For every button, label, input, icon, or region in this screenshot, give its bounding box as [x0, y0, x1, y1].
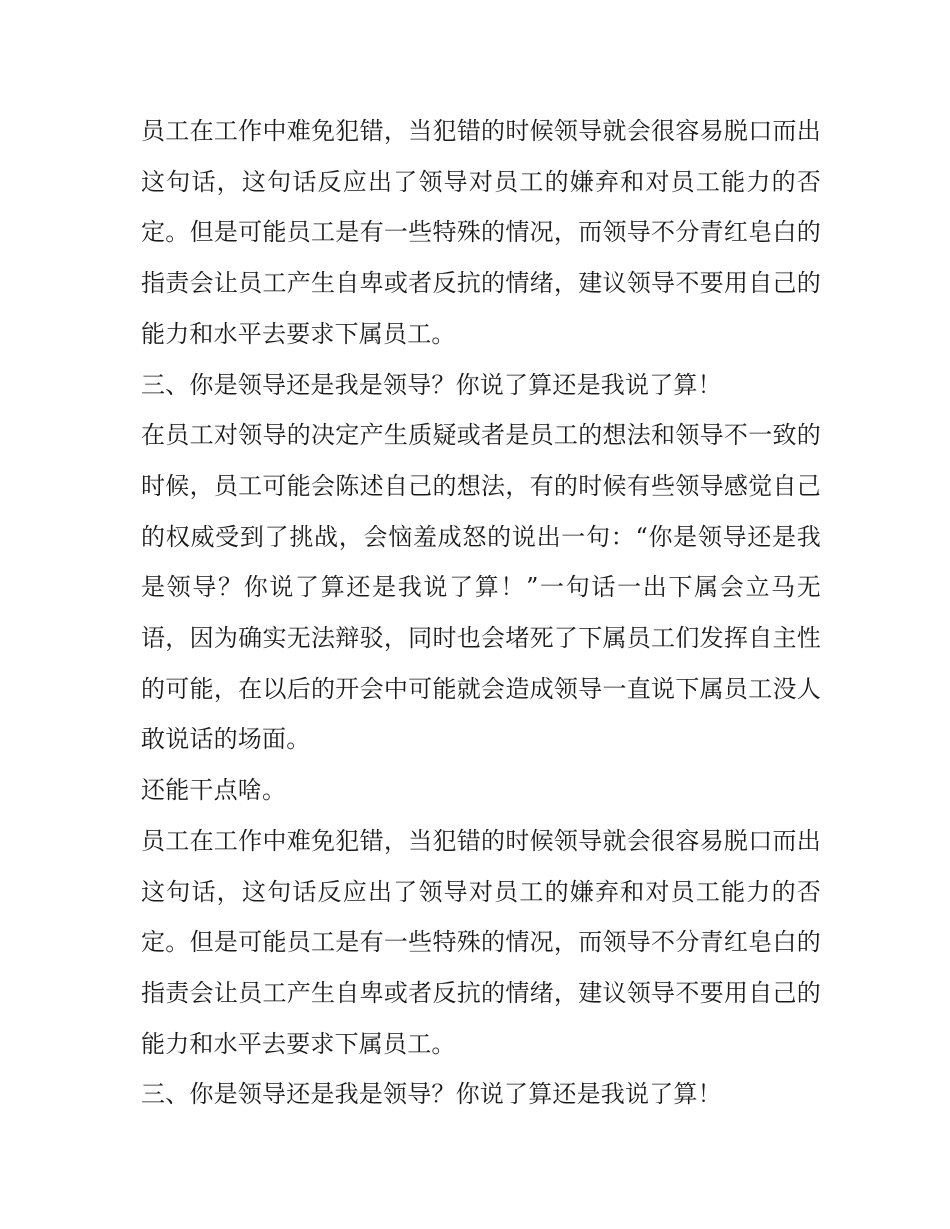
paragraph-what-else: 还能干点啥。 [141, 776, 287, 805]
paragraph-employee-mistakes-repeat: 员工在工作中难免犯错，当犯错的时候领导就会很容易脱口而出这句话，这句话反应出了领导对员工的嫌弃和对员工能力的否定。但是可能员工是有一些特殊的情况，而领导不分青红皂白的指责会让员工产生自卑或者反抗的情绪，建议领导不要用自己的能力和水平去要求下属员工。 [141, 826, 821, 1058]
section-heading-who-is-leader-repeat: 三、你是领导还是我是领导？你说了算还是我说了算！ [141, 1080, 722, 1109]
section-heading-who-is-leader: 三、你是领导还是我是领导？你说了算还是我说了算！ [141, 370, 722, 399]
paragraph-leader-authority: 在员工对领导的决定产生质疑或者是员工的想法和领导不一致的时候，员工可能会陈述自己的想法，有的时候有些领导感觉自己的权威受到了挑战，会恼羞成怒的说出一句：“你是领导还是我是领导？你说了算还是我说了算！”一句话一出下属会立马无语，因为确实无法辩驳，同时也会堵死了下属员工们发挥自主性的可能，在以后的开会中可能就会造成领导一直说下属员工没人敢说话的场面。 [141, 421, 821, 754]
paragraph-employee-mistakes: 员工在工作中难免犯错，当犯错的时候领导就会很容易脱口而出这句话，这句话反应出了领导对员工的嫌弃和对员工能力的否定。但是可能员工是有一些特殊的情况，而领导不分青红皂白的指责会让员工产生自卑或者反抗的情绪，建议领导不要用自己的能力和水平去要求下属员工。 [141, 117, 821, 348]
document-body [141, 106, 821, 1120]
